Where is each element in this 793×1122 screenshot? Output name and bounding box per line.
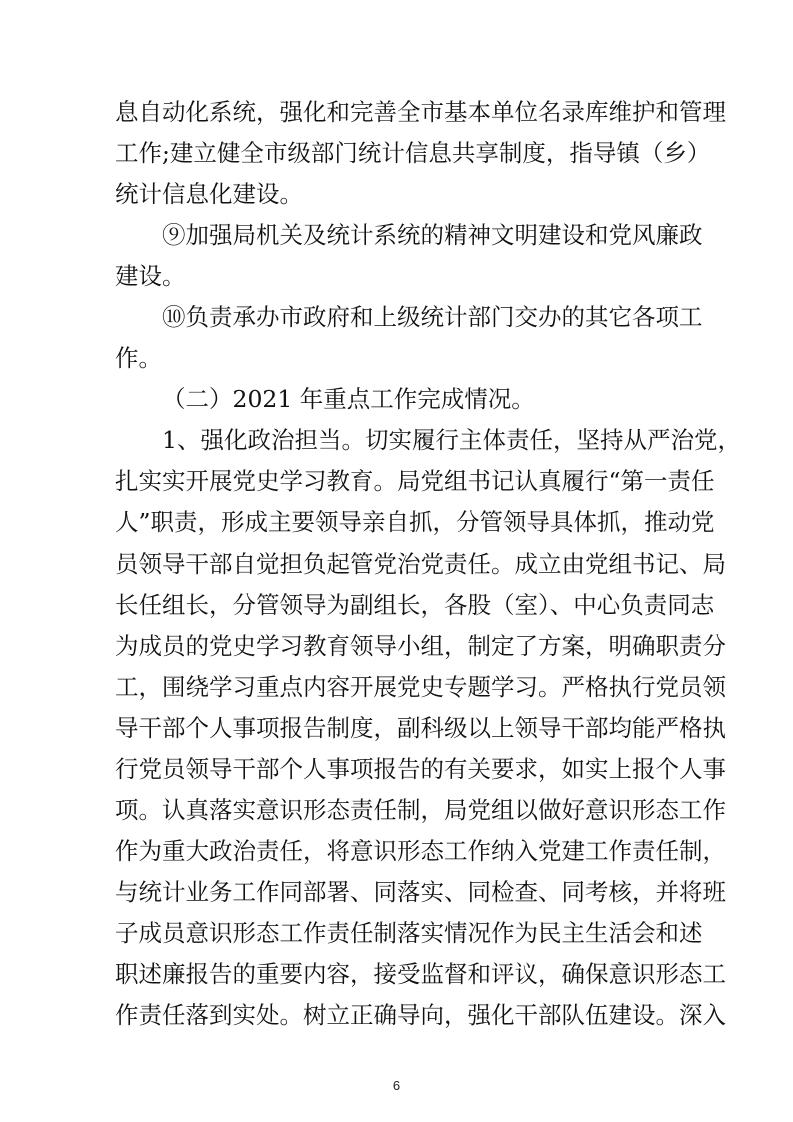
page-number: 6 [392, 1078, 401, 1093]
section-heading: （二）2021 年重点工作完成情况。 [162, 385, 535, 413]
paragraph-line-1: 1、强化政治担当。切实履行主体责任，坚持从严治党， [162, 426, 741, 454]
body-line-2: 工作;建立健全市级部门统计信息共享制度，指导镇（乡） [115, 139, 711, 167]
paragraph-line-14: 职述廉报告的重要内容，接受监督和评议，确保意识形态工 [115, 960, 726, 988]
item-9-line-2: 建设。 [115, 262, 186, 290]
item-10-line-1: ⑩负责承办市政府和上级统计部门交办的其它各项工 [162, 303, 703, 331]
paragraph-line-7: 工，围绕学习重点内容开展党史专题学习。严格执行党员领 [115, 673, 726, 701]
paragraph-line-3: 人”职责，形成主要领导亲自抓，分管领导具体抓，推动党 [115, 508, 715, 536]
paragraph-line-10: 项。认真落实意识形态责任制，局党组以做好意识形态工作 [115, 796, 726, 824]
paragraph-line-11: 作为重大政治责任，将意识形态工作纳入党建工作责任制， [115, 837, 726, 865]
body-line-3: 统计信息化建设。 [115, 180, 303, 208]
paragraph-line-9: 行党员领导干部个人事项报告的有关要求，如实上报个人事 [115, 755, 726, 783]
paragraph-line-15: 作责任落到实处。树立正确导向，强化干部队伍建设。深入 [115, 1001, 726, 1029]
item-9-line-1: ⑨加强局机关及统计系统的精神文明建设和党风廉政 [162, 221, 703, 249]
paragraph-line-2: 扎实实开展党史学习教育。局党组书记认真履行“第一责任 [115, 467, 715, 495]
body-line-1: 息自动化系统，强化和完善全市基本单位名录库维护和管理 [115, 98, 726, 126]
paragraph-line-13: 子成员意识形态工作责任制落实情况作为民主生活会和述 [115, 919, 703, 947]
paragraph-line-12: 与统计业务工作同部署、同落实、同检查、同考核，并将班 [115, 878, 726, 906]
paragraph-line-8: 导干部个人事项报告制度，副科级以上领导干部均能严格执 [115, 714, 726, 742]
paragraph-line-5: 长任组长，分管领导为副组长，各股（室）、中心负责同志 [115, 591, 715, 619]
paragraph-line-4: 员领导干部自觉担负起管党治党责任。成立由党组书记、局 [115, 550, 726, 578]
paragraph-line-6: 为成员的党史学习教育领导小组，制定了方案，明确职责分 [115, 632, 726, 660]
item-10-line-2: 作。 [115, 344, 162, 372]
